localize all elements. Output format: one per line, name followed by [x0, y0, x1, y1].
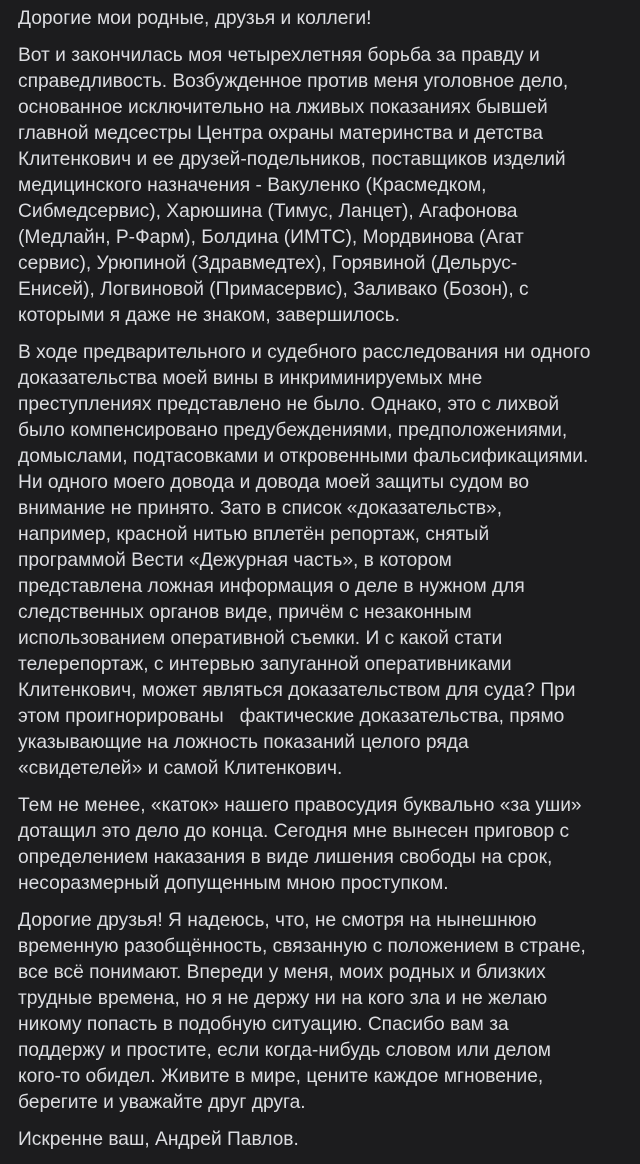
text-line: никому попасть в подобную ситуацию. Спасибо вам за [18, 1014, 509, 1035]
text-line: трудные времена, но я не держу ни на кого зла и не желаю [18, 988, 548, 1009]
text-line: Ни одного моего довода и довода моей защиты судом во [18, 472, 529, 493]
text-line: использованием оперативной съемки. И с какой стати [18, 628, 503, 649]
text-line: Сибмедсервис), Харюшина (Тимус, Ланцет), Агафонова [18, 201, 518, 222]
paragraph-1 [18, 43, 624, 329]
post-text [18, 6, 624, 1164]
text-line: Клитенкович, может являться доказательством для суда? При [18, 680, 576, 701]
text-line: поддержу и простите, если когда-нибудь словом или делом [18, 1040, 551, 1061]
text-line: кого-то обидел. Живите в мире, цените каждое мгновение, [18, 1066, 544, 1087]
text-line: Клитенкович и ее друзей-подельников, поставщиков изделий [18, 149, 566, 170]
greeting-line: Дорогие мои родные, друзья и коллеги! [18, 8, 372, 29]
text-line: внимание не принято. Зато в список «доказательств», [18, 498, 503, 519]
text-line: например, красной нитью вплетён репортаж, снятый [18, 524, 490, 545]
text-line: главной медсестры Центра охраны материнства и детства [18, 123, 543, 144]
text-line: медицинского назначения - Вакуленко (Красмедком, [18, 175, 487, 196]
post-greeting [18, 6, 624, 32]
text-line: доказательства моей вины в инкриминируемых мне [18, 368, 483, 389]
text-line: Вот и закончилась моя четырехлетняя борьба за правду и [18, 45, 540, 66]
text-line: которыми я даже не знаком, завершилось. [18, 305, 400, 326]
paragraph-4 [18, 908, 624, 1116]
paragraph-3 [18, 793, 624, 897]
text-line: представлена ложная информация о деле в нужном для [18, 576, 525, 597]
text-line: Енисей), Логвиновой (Примасервис), Заливако (Бозон), с [18, 279, 529, 300]
text-line: берегите и уважайте друг друга. [18, 1092, 306, 1113]
text-line: сервис), Урюпиной (Здравмедтех), Горявиной (Дельрус- [18, 253, 518, 274]
text-line: (Медлайн, Р-Фарм), Болдина (ИМТС), Мордвинова (Агат [18, 227, 524, 248]
text-line: домыслами, подтасовками и откровенными фальсификациями. [18, 446, 589, 467]
text-line: преступлениях представлено не было. Однако, это с лихвой [18, 394, 560, 415]
text-line: определением наказания в виде лишения свободы на срок, [18, 847, 553, 868]
signature-line: Искренне ваш, Андрей Павлов. [18, 1129, 299, 1150]
text-line: Тем не менее, «каток» нашего правосудия буквально «за уши» [18, 795, 582, 816]
text-line: основанное исключительно на лживых показаниях бывшей [18, 97, 548, 118]
post-signature [18, 1127, 624, 1153]
text-line: дотащил это дело до конца. Сегодня мне вынесен приговор с [18, 821, 570, 842]
text-line: телерепортаж, с интервью запуганной оперативниками [18, 654, 512, 675]
text-line: этом проигнорированы фактические доказательства, прямо [18, 706, 565, 727]
paragraph-2 [18, 340, 624, 782]
text-line: все всё понимают. Впереди у меня, моих родных и близких [18, 962, 546, 983]
text-line: справедливость. Возбужденное против меня уголовное дело, [18, 71, 569, 92]
text-line: программой Вести «Дежурная часть», в котором [18, 550, 452, 571]
text-line: несоразмерный допущенным мною проступком. [18, 873, 449, 894]
text-line: следственных органов виде, причём с незаконным [18, 602, 472, 623]
text-line: Дорогие друзья! Я надеюсь, что, не смотря на нынешнюю [18, 910, 537, 931]
text-line: временную разобщённость, связанную с положением в стране, [18, 936, 586, 957]
text-line: В ходе предварительного и судебного расследования ни одного [18, 342, 591, 363]
text-line: было компенсировано предубеждениями, предположениями, [18, 420, 568, 441]
text-line: указывающие на ложность показаний целого ряда [18, 732, 469, 753]
text-line: «свидетелей» и самой Клитенкович. [18, 758, 343, 779]
